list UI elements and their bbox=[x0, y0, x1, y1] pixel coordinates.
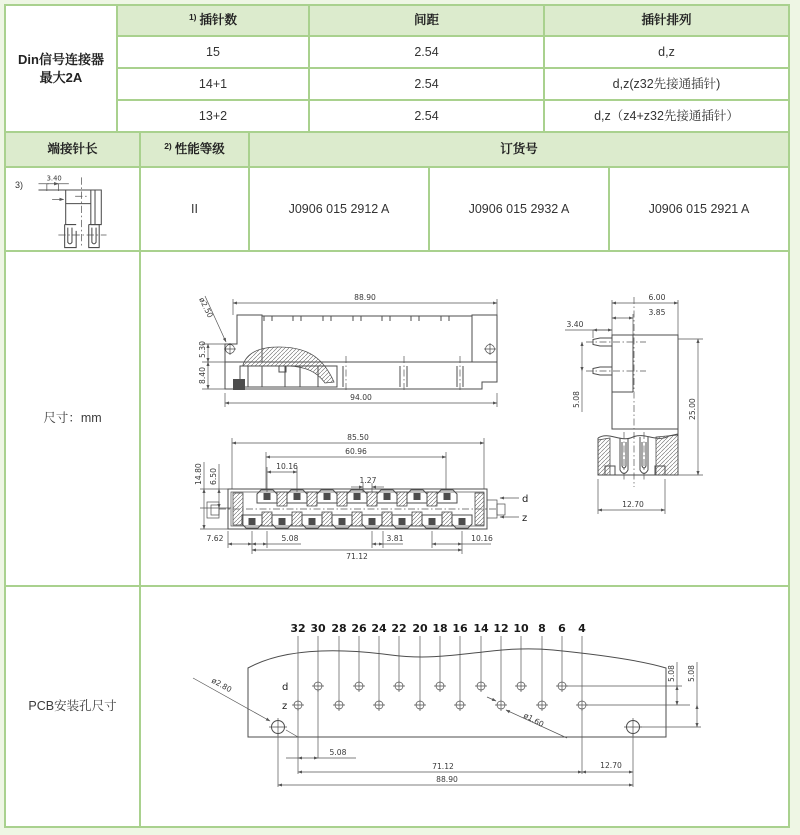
dim-plan-h2: 6.50 bbox=[209, 468, 218, 485]
order-number: J0906 015 2932 A bbox=[430, 168, 608, 250]
dim-pcb-b2: 71.12 bbox=[432, 762, 454, 771]
col-header-pitch: 间距 bbox=[310, 6, 543, 35]
side-view bbox=[565, 293, 703, 514]
pcb-hole-layout-drawing bbox=[141, 587, 788, 826]
dim-side-l1: 3.40 bbox=[566, 320, 584, 329]
mounting-hole-right bbox=[624, 718, 642, 736]
pin-number: 14 bbox=[473, 622, 489, 635]
dim-plan-w1: 85.50 bbox=[347, 433, 369, 442]
dim-front-hole: ø2.50 bbox=[197, 295, 215, 320]
pin-number: 8 bbox=[538, 622, 546, 635]
footnote-mark-1: 1) bbox=[188, 11, 197, 22]
pin-count-value: 15 bbox=[118, 37, 308, 67]
dim-side-t1: 6.00 bbox=[648, 293, 666, 302]
dim-side-r1: 25.00 bbox=[688, 398, 697, 420]
pin-number: 12 bbox=[493, 622, 509, 635]
spec-table bbox=[6, 6, 788, 131]
dim-side-l2: 5.08 bbox=[572, 391, 581, 408]
footnote-mark-3: 3) bbox=[15, 180, 24, 190]
pcb-row-z-label: z bbox=[282, 701, 288, 712]
d-row-holes bbox=[312, 680, 568, 692]
pin-number: 10 bbox=[513, 622, 529, 635]
dim-front-bottom: 94.00 bbox=[350, 393, 372, 402]
dim-side-t2: 3.85 bbox=[648, 308, 666, 317]
product-name-cell bbox=[6, 6, 116, 131]
connector-dimension-drawing bbox=[141, 252, 788, 585]
dim-pin-offset: 3.40 bbox=[46, 174, 62, 183]
pcb-label: PCB安装孔尺寸 bbox=[6, 587, 139, 826]
pitch-value: 2.54 bbox=[310, 69, 543, 99]
front-view bbox=[197, 293, 497, 407]
dim-front-lower: 8.40 bbox=[198, 367, 207, 384]
pin-length-drawing-cell bbox=[6, 168, 139, 250]
pcb-drawing-cell bbox=[141, 587, 788, 826]
dim-plan-b3: 3.81 bbox=[386, 534, 404, 543]
dim-plan-w2: 60.96 bbox=[345, 447, 367, 456]
order-number: J0906 015 2912 A bbox=[250, 168, 428, 250]
pin-number: 6 bbox=[558, 622, 566, 635]
plan-view bbox=[194, 433, 528, 561]
plan-row-d-label: d bbox=[522, 494, 529, 505]
dim-pcb-hole-small: ø1.60 bbox=[522, 710, 546, 729]
pcb-row-d-label: d bbox=[282, 682, 289, 693]
pin-count-value: 13+2 bbox=[118, 101, 308, 131]
board-outline bbox=[248, 649, 666, 737]
dim-pcb-hole-big: ø2.80 bbox=[210, 675, 234, 695]
dim-pcb-v2: 5.08 bbox=[687, 665, 696, 682]
pitch-value: 2.54 bbox=[310, 101, 543, 131]
dim-pcb-v1: 5.08 bbox=[667, 665, 676, 682]
col-header-pin-count: $^{1)}$ 插针数 bbox=[118, 6, 308, 35]
dim-plan-h1: 14.80 bbox=[194, 463, 203, 485]
pin-number: 22 bbox=[391, 622, 407, 635]
plan-row-z-label: z bbox=[522, 513, 528, 524]
arrangement-value: d,z(z32先接通插针) bbox=[545, 69, 788, 99]
mounting-hole-left bbox=[269, 718, 287, 736]
order-table bbox=[6, 133, 788, 250]
dimension-drawings-cell bbox=[141, 252, 788, 585]
dim-front-top: 88.90 bbox=[354, 293, 376, 302]
dim-plan-w4: 1.27 bbox=[359, 476, 377, 485]
pin-number: 26 bbox=[351, 622, 367, 635]
footnote-mark-2: 2) bbox=[164, 140, 172, 151]
dimensions-label: 尺寸：mm bbox=[6, 252, 139, 585]
col-header-arrangement: 插针排列 bbox=[545, 6, 788, 35]
dim-plan-b5: 71.12 bbox=[346, 552, 368, 561]
pin-number: 18 bbox=[432, 622, 448, 635]
pitch-value: 2.54 bbox=[310, 37, 543, 67]
product-rating: 最大2A bbox=[39, 69, 83, 85]
col-header-pin-length: 端接针长 bbox=[6, 133, 139, 166]
dimensions-section bbox=[6, 252, 788, 585]
pcb-section bbox=[6, 587, 788, 826]
z-row-holes bbox=[292, 699, 588, 711]
dim-plan-b4: 10.16 bbox=[471, 534, 493, 543]
col-header-order-number: 订货号 bbox=[250, 133, 788, 166]
product-name: Din信号连接器 bbox=[18, 51, 104, 67]
datasheet bbox=[4, 4, 790, 828]
dim-plan-b2: 5.08 bbox=[281, 534, 299, 543]
col-header-grade: $^{2)}$ 性能等级 bbox=[141, 133, 248, 166]
pin-count-value: 14+1 bbox=[118, 69, 308, 99]
pin-number: 32 bbox=[290, 622, 306, 635]
pin-number: 16 bbox=[452, 622, 468, 635]
grade-value: II bbox=[141, 168, 248, 250]
pin-numbers bbox=[290, 622, 586, 635]
dim-plan-w3: 10.16 bbox=[276, 462, 298, 471]
pin-number: 30 bbox=[310, 622, 326, 635]
pin-number: 20 bbox=[412, 622, 428, 635]
pin-number: 4 bbox=[578, 622, 586, 635]
dim-pcb-b1: 5.08 bbox=[329, 748, 347, 757]
dim-plan-b1: 7.62 bbox=[206, 534, 224, 543]
dim-pcb-b3: 12.70 bbox=[600, 761, 622, 770]
order-number: J0906 015 2921 A bbox=[610, 168, 788, 250]
pin-number: 24 bbox=[371, 622, 387, 635]
dim-pcb-b4: 88.90 bbox=[436, 775, 458, 784]
pin-profile-drawing bbox=[6, 168, 139, 250]
arrangement-value: d,z bbox=[545, 37, 788, 67]
dim-front-upper: 5.30 bbox=[198, 341, 207, 358]
arrangement-value: d,z（z4+z32先接通插针） bbox=[545, 101, 788, 131]
pin-number: 28 bbox=[331, 622, 347, 635]
dim-side-b1: 12.70 bbox=[622, 500, 644, 509]
